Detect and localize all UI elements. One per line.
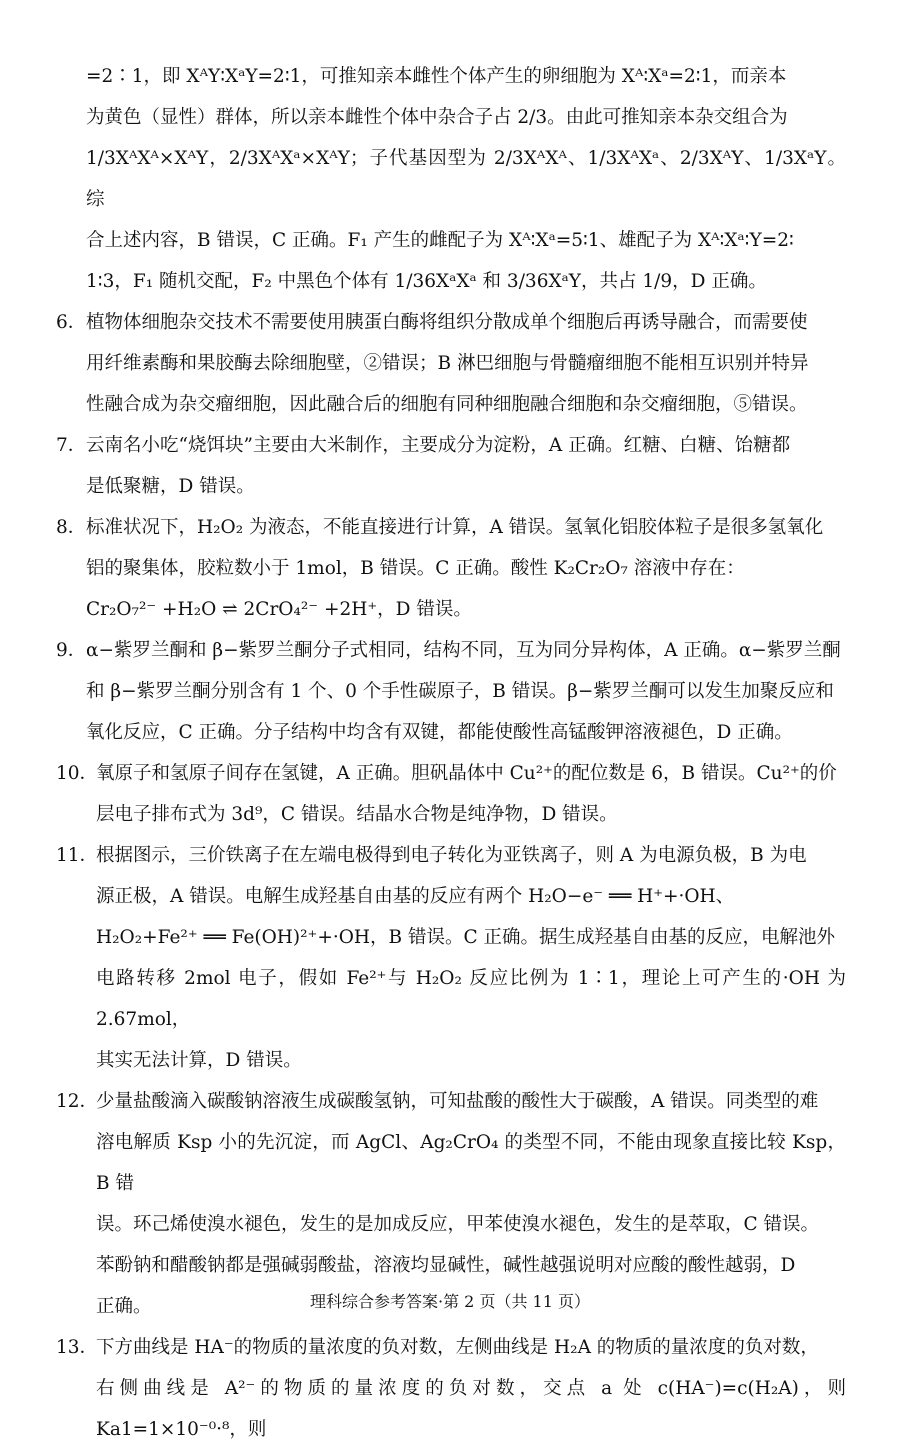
text-line: 标准状况下，H₂O₂ 为液态，不能直接进行计算，A 错误。氢氧化铝胶体粒子是很多氢氧化: [86, 517, 824, 538]
text-line: 下方曲线是 HA⁻的物质的量浓度的负对数，左侧曲线是 H₂A 的物质的量浓度的负对数，: [96, 1337, 819, 1358]
item-number: 8．: [56, 517, 87, 538]
text-line: 和 β−紫罗兰酮分别含有 1 个、0 个手性碳原子，B 错误。β−紫罗兰酮可以发生加聚反应和: [86, 681, 834, 702]
text-line: 1/3XᴬXᴬ×XᴬY，2/3XᴬXᵃ×XᴬY；子代基因型为 2/3XᴬXᴬ、1/3XᴬXᵃ、2/3XᴬY、1/3XᵃY。综: [86, 148, 846, 210]
text-line: 是低聚糖，D 错误。: [86, 476, 255, 497]
answer-item-11: [56, 835, 846, 1081]
text-line: 正确。: [96, 1296, 152, 1317]
text-line: 电路转移 2mol 电子，假如 Fe²⁺与 H₂O₂ 反应比例为 1∶1，理论上可产生的·OH 为 2.67mol，: [96, 968, 846, 1030]
page-footer: 理科综合参考答案·第 2 页（共 11 页）: [310, 1292, 590, 1311]
item-number: 13．: [56, 1337, 99, 1358]
text-line: 植物体细胞杂交技术不需要使用胰蛋白酶将组织分散成单个细胞后再诱导融合，而需要使: [86, 312, 808, 333]
text-line: 云南名小吃“烧饵块”主要由大米制作，主要成分为淀粉，A 正确。红糖、白糖、饴糖都: [86, 435, 791, 456]
text-line: 1∶3，F₁ 随机交配，F₂ 中黑色个体有 1/36XᵃXᵃ 和 3/36XᵃY，共占 1/9，D 正确。: [86, 271, 767, 292]
item-number: 11．: [56, 845, 99, 866]
text-line: 苯酚钠和醋酸钠都是强碱弱酸盐，溶液均显碱性，碱性越强说明对应酸的酸性越弱，D: [96, 1255, 796, 1276]
text-line: 用纤维素酶和果胶酶去除细胞壁，②错误；B 淋巴细胞与骨髓瘤细胞不能相互识别并特异: [86, 353, 809, 374]
item-5-continuation: [56, 56, 846, 302]
equation-line: H₂O₂+Fe²⁺ ══ Fe(OH)²⁺+·OH，B 错误。C 正确。据生成羟基自由基的反应，电解池外: [96, 927, 836, 948]
text-line: 合上述内容，B 错误，C 正确。F₁ 产生的雌配子为 Xᴬ∶Xᵃ=5∶1、雄配子为 Xᴬ∶Xᵃ∶Y=2∶: [86, 230, 794, 251]
answer-item-13: [56, 1327, 846, 1450]
item-number: 9．: [56, 640, 87, 661]
answer-item-9: [56, 630, 846, 753]
text-line: α−紫罗兰酮和 β−紫罗兰酮分子式相同，结构不同，互为同分异构体，A 正确。α−紫罗兰酮: [86, 640, 841, 661]
text-line: =2∶1，即 XᴬY∶XᵃY=2∶1，可推知亲本雌性个体产生的卵细胞为 Xᴬ∶Xᵃ=2∶1，而亲本: [86, 66, 787, 87]
text-line: 右侧曲线是 A²⁻的物质的量浓度的负对数，交点 a 处 c(HA⁻)=c(H₂A)，则 Ka1=1×10⁻⁰·⁸，则: [96, 1378, 846, 1440]
answer-item-7: [56, 425, 846, 507]
equation-line: Cr₂O₇²⁻ +H₂O ⇌ 2CrO₄²⁻ +2H⁺，D 错误。: [86, 599, 472, 620]
text-line: 根据图示，三价铁离子在左端电极得到电子转化为亚铁离子，则 A 为电源负极，B 为电: [96, 845, 807, 866]
answer-item-6: [56, 302, 846, 425]
text-line: 源正极，A 错误。电解生成羟基自由基的反应有两个 H₂O−e⁻ ══ H⁺+·OH、: [96, 886, 735, 907]
text-line: 性融合成为杂交瘤细胞，因此融合后的细胞有同种细胞融合细胞和杂交瘤细胞，⑤错误。: [86, 394, 808, 415]
text-line: 少量盐酸滴入碳酸钠溶液生成碳酸氢钠，可知盐酸的酸性大于碳酸，A 错误。同类型的难: [96, 1091, 819, 1112]
item-number: 12．: [56, 1091, 99, 1112]
answer-item-10: [56, 753, 846, 835]
text-line: 氧原子和氢原子间存在氢键，A 正确。胆矾晶体中 Cu²⁺的配位数是 6，B 错误。Cu²⁺的价: [96, 763, 837, 784]
item-number: 7．: [56, 435, 87, 456]
answer-content: [56, 56, 846, 1450]
text-line: 为黄色（显性）群体，所以亲本雌性个体中杂合子占 2/3。由此可推知亲本杂交组合为: [86, 107, 788, 128]
text-line: 铝的聚集体，胶粒数小于 1mol，B 错误。C 正确。酸性 K₂Cr₂O₇ 溶液中存在：: [86, 558, 745, 579]
item-number: 10．: [56, 763, 99, 784]
text-line: 其实无法计算，D 错误。: [96, 1050, 302, 1071]
text-line: 氧化反应，C 正确。分子结构中均含有双键，都能使酸性高锰酸钾溶液褪色，D 正确。: [86, 722, 793, 743]
text-line: 误。环己烯使溴水褪色，发生的是加成反应，甲苯使溴水褪色，发生的是萃取，C 错误。: [96, 1214, 820, 1235]
text-line: 溶电解质 Ksp 小的先沉淀，而 AgCl、Ag₂CrO₄ 的类型不同，不能由现象直接比较 Ksp，B 错: [96, 1132, 846, 1194]
item-number: 6．: [56, 312, 87, 333]
text-line: 层电子排布式为 3d⁹，C 错误。结晶水合物是纯净物，D 错误。: [96, 804, 618, 825]
answer-item-8: [56, 507, 846, 630]
